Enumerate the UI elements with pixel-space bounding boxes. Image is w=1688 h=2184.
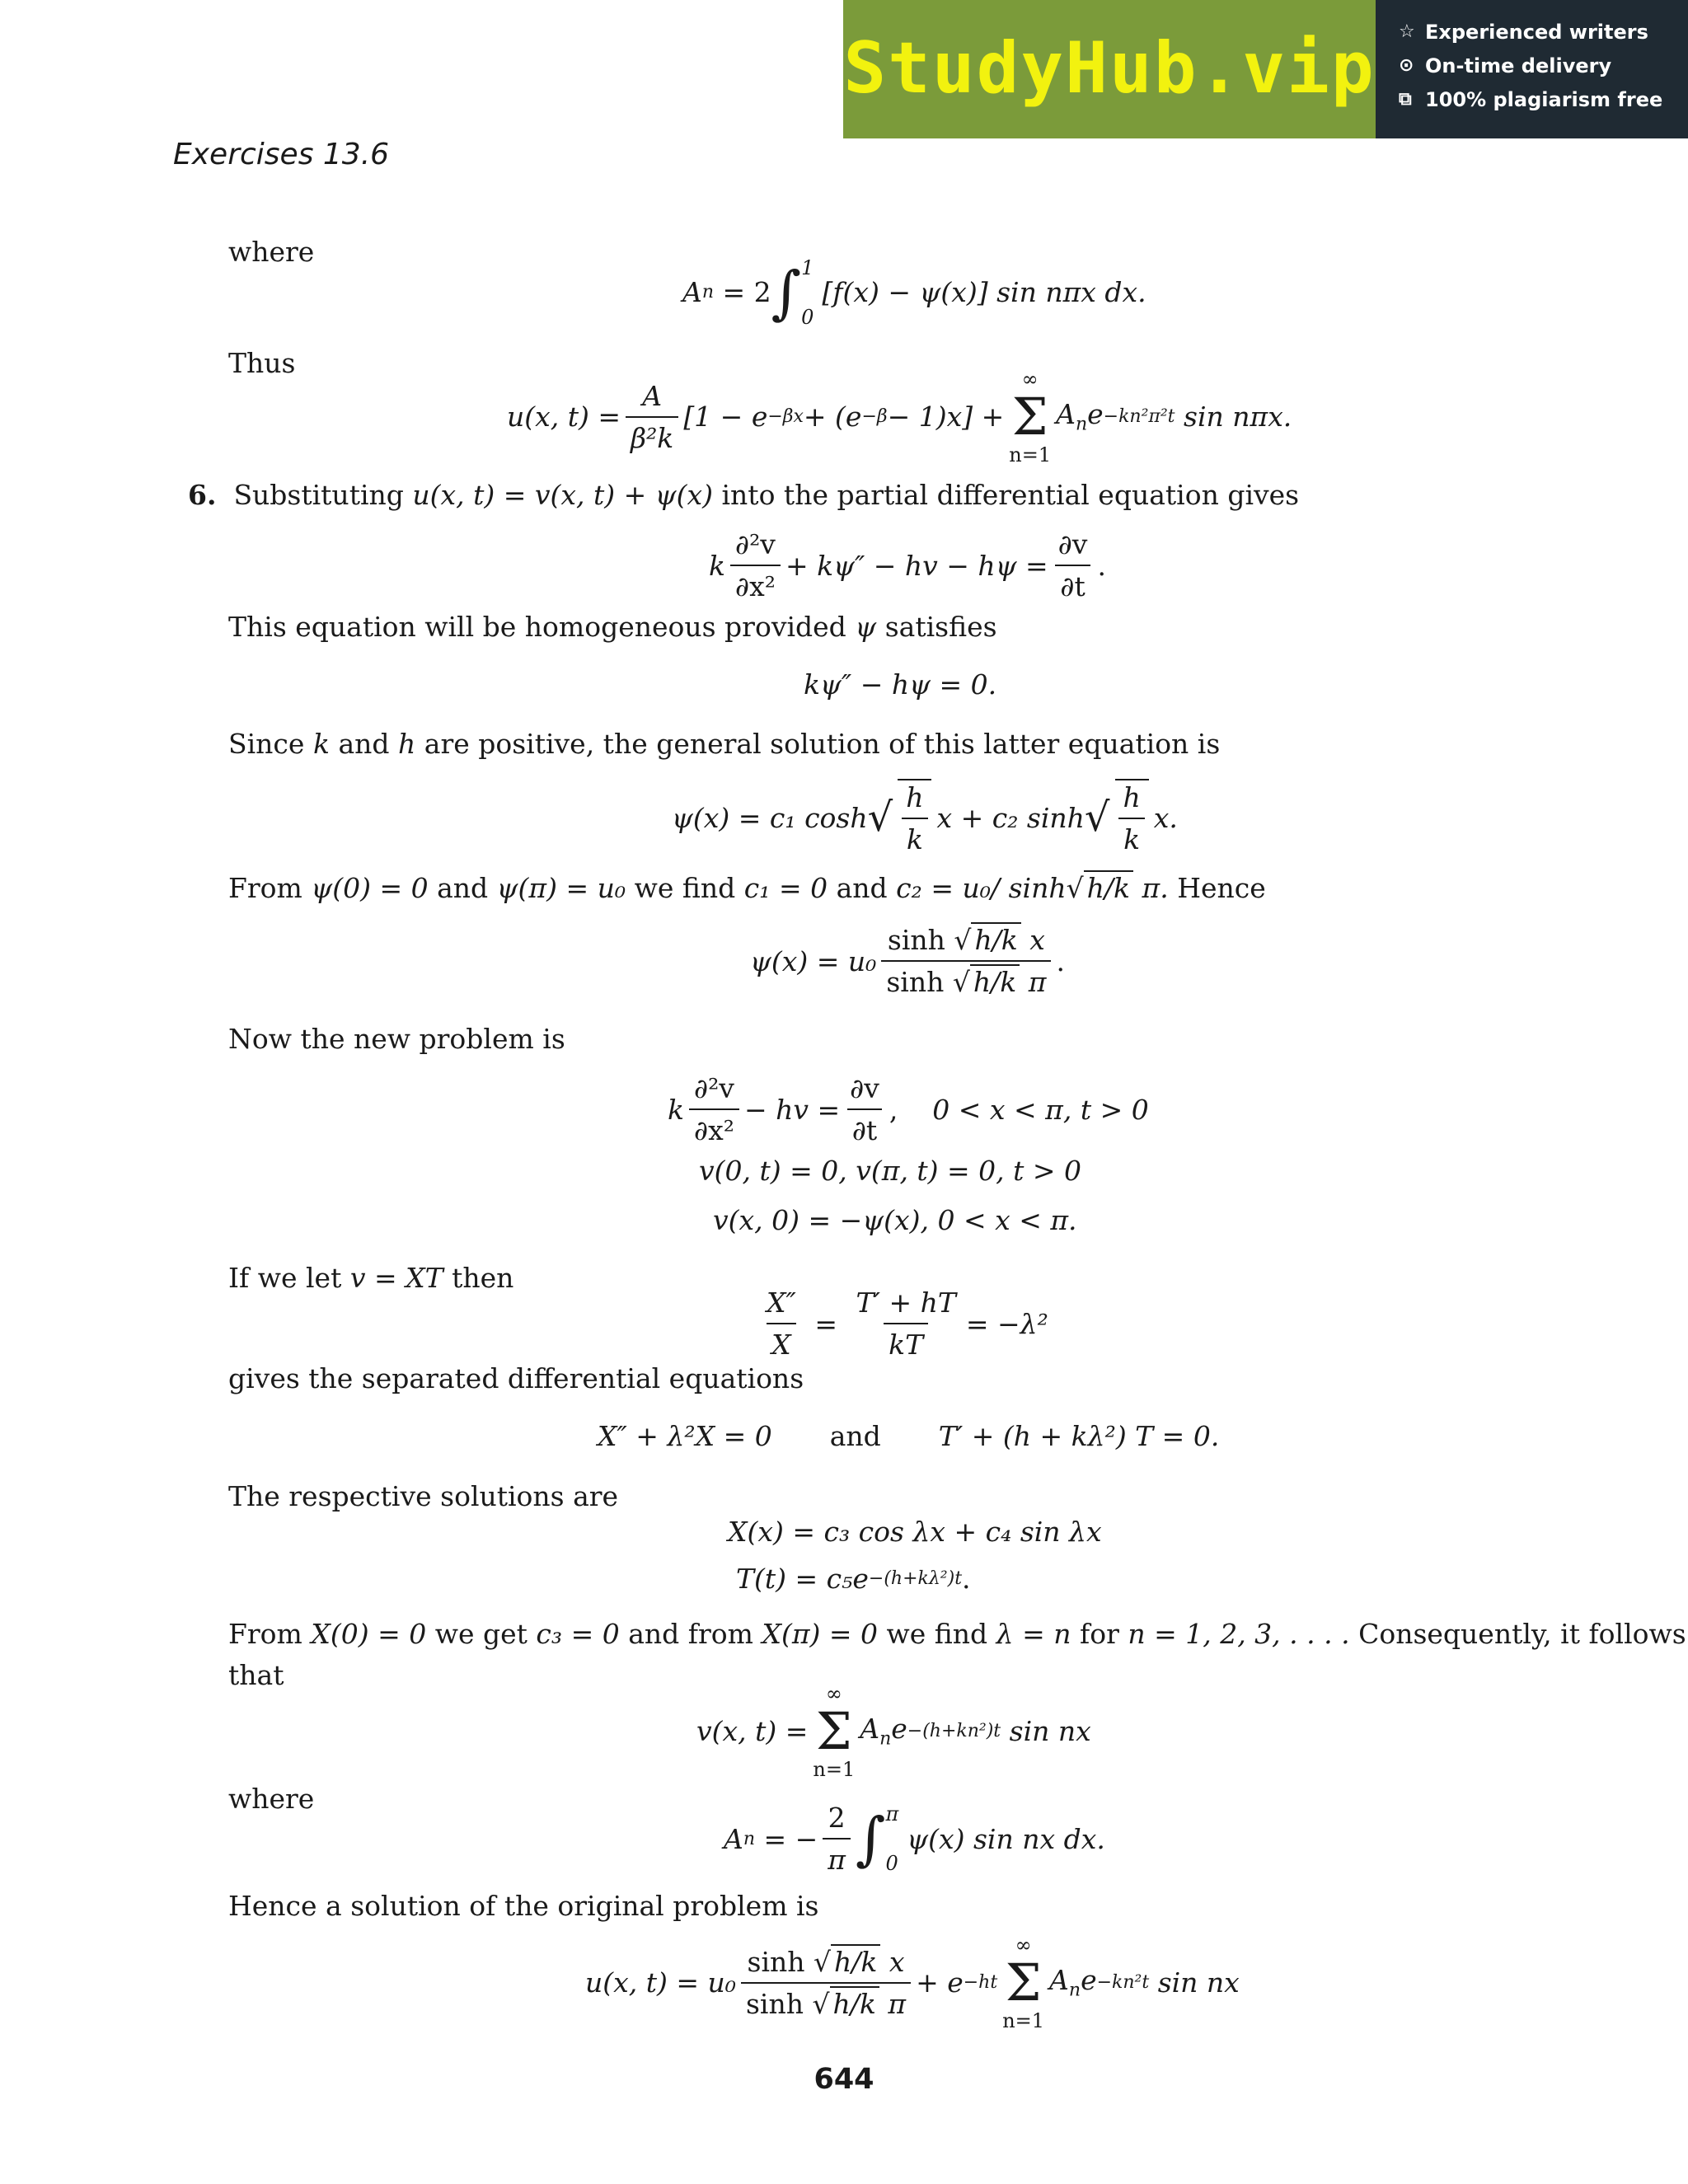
limit-upper: 1 [801, 256, 814, 279]
text-if-let [228, 1261, 513, 1295]
feature-label: Experienced writers [1425, 21, 1648, 44]
text-span: This equation will be homogeneous provided [228, 611, 846, 643]
func-name: sinh [886, 966, 945, 999]
equation-u-1: u(x, t) = $\frac{A}{\text{β²k}}$ [1 − e −βx + (e −β − 1)x] + ∞ Σ n=1 $A_ne$ −kn²π²t sin nπx. [507, 368, 1292, 466]
math-inline: h/k [970, 964, 1020, 998]
math-inline: h [398, 728, 416, 760]
math-inline: n = 1, 2, 3, . . . . [1128, 1618, 1350, 1650]
fraction [626, 379, 678, 456]
equation-separated [598, 1419, 1219, 1453]
text-span: Substituting [233, 479, 404, 511]
text-gives-separated: gives the separated differential equations [228, 1362, 804, 1394]
exponent: −(h+kn²)t [907, 1721, 1001, 1742]
feature-item [1399, 20, 1688, 45]
denominator: X [767, 1323, 796, 1361]
math-inline: c₃ = 0 [536, 1618, 620, 1650]
sqrt-fraction [898, 779, 931, 857]
fraction [762, 1286, 801, 1362]
math-symbol: k [668, 1093, 684, 1126]
equation-separation: $\frac{X''}{X}$ = $\frac{T' + hT}{kT}$ = −λ² [757, 1286, 1048, 1362]
sum-lower: n=1 [1009, 443, 1052, 466]
text-thus: Thus [228, 347, 296, 379]
numerator: h [1123, 781, 1141, 813]
text-span: for [1079, 1618, 1119, 1650]
limit-lower: 0 [801, 306, 814, 329]
math-expression: + e [916, 1966, 964, 1999]
math-inline: c₁ = 0 [743, 872, 828, 904]
math-inline: X(π) = 0 [762, 1618, 879, 1650]
math-expression: [f(x) − ψ(x)] sin nπx dx. [822, 276, 1146, 309]
denominator: ∂t [1055, 565, 1090, 603]
fraction [823, 1801, 851, 1877]
text-span: and [338, 728, 390, 760]
denominator: β²k [626, 416, 678, 455]
problem-number: 6. [188, 479, 217, 511]
summation: ∞ Σ n=1 [1002, 1933, 1045, 2032]
math-expression: u(x, t) = u₀ [585, 1966, 736, 1999]
math-inline: λ = n [996, 1618, 1071, 1650]
sum-upper: ∞ [1021, 368, 1039, 391]
copy-icon: ⧉ [1399, 89, 1412, 110]
equation-solution-x: X(x) = c₃ cos λx + c₄ sin λx [728, 1516, 1102, 1548]
feature-item [1399, 87, 1688, 112]
clock-icon: ⊙ [1399, 55, 1414, 77]
math-expression: u(x, t) = [507, 401, 621, 434]
denominator: ∂x² [689, 1108, 739, 1147]
numerator: T′ + hT [856, 1286, 956, 1319]
numerator: ∂v [850, 1072, 879, 1104]
math-expression: x + c₂ sinh [936, 801, 1085, 834]
sqrt-fraction [1115, 779, 1149, 857]
sum-lower: n=1 [813, 1758, 856, 1781]
equation-an-1: A n = 2 ∫ 1 0 [f(x) − ψ(x)] sin nπx dx. [682, 256, 1146, 329]
math-inline: π. [1142, 872, 1169, 904]
limit-lower: 0 [885, 1852, 898, 1876]
sum-lower: n=1 [1002, 2009, 1045, 2032]
func-name: sinh [745, 1988, 804, 2020]
equation-bc: v(0, t) = 0, v(π, t) = 0, t > 0 [699, 1155, 1082, 1187]
limit-upper: π [885, 1802, 899, 1826]
denominator: k [902, 818, 928, 856]
math-expression: + (e [803, 401, 862, 434]
numerator: A [642, 379, 663, 412]
text-new-problem: Now the new problem is [228, 1023, 565, 1055]
math-inline: X(0) = 0 [311, 1618, 427, 1650]
fraction: $\frac{\text{sinh √ h/k x}}{\text{sinh √ h/k π}}$ [881, 923, 1051, 1000]
page-number: 644 [814, 2063, 874, 2096]
math-expression: x. [1153, 801, 1178, 834]
math-expression: + kψ″ − hv − hψ = [785, 549, 1048, 582]
exponent: −βx [767, 406, 804, 428]
text-span: then [452, 1262, 514, 1294]
text-span: and [836, 872, 888, 904]
text-span: Consequently, it follows [1358, 1618, 1686, 1650]
math-expression: − 1)x] + [887, 401, 1005, 434]
denominator: ∂x² [730, 565, 781, 603]
feature-label: 100% plagiarism free [1425, 88, 1663, 111]
numerator: ∂²v [694, 1072, 734, 1104]
equation-general-solution: ψ(x) = c₁ cosh √ $\frac{h}{k}$ x + c₂ sinh √ $\frac{h}{k}$ x. [672, 779, 1178, 857]
brand-logo: StudyHub.vip [843, 27, 1376, 110]
text-from-eigen [228, 1617, 1686, 1651]
fraction [1053, 527, 1093, 604]
math-expression: T′ + (h + kλ²) T = 0. [938, 1420, 1220, 1452]
exponent: −kn²π²t [1103, 406, 1175, 428]
exponent: −(h+kλ²)t [868, 1568, 963, 1589]
problem-6-intro [188, 478, 1299, 512]
text-since [228, 727, 1220, 761]
equation-u-final: u(x, t) = u₀ $\frac{\text{sinh √ h/k x}}{\text{sinh √ h/k π}}$ + e −ht ∞ Σ n=1 $A_ne$ −kn²t sin nx [585, 1933, 1240, 2032]
math-inline: c₂ = u₀/ sinh [896, 872, 1067, 904]
math-expression: − hv = [743, 1093, 841, 1126]
math-expression: T(t) = c₅e [736, 1563, 869, 1595]
math-inline: h/k [1084, 870, 1133, 904]
math-inline: h/k [971, 922, 1020, 956]
exponent: −ht [963, 1972, 998, 1994]
equation-ode-psi: kψ″ − hψ = 0. [804, 668, 997, 701]
math-inline: ψ [855, 611, 877, 643]
equation-solution-t: T(t) = c₅e −(h+kλ²)t . [736, 1563, 971, 1595]
math-number: 2 [753, 276, 771, 309]
denominator: kT [884, 1323, 928, 1361]
numerator: X″ [767, 1286, 796, 1319]
math-inline: k [312, 728, 330, 760]
math-symbol: k [709, 549, 725, 582]
math-expression: [1 − e [683, 401, 768, 434]
text-span: we get [434, 1618, 528, 1650]
text-span: we find [886, 1618, 988, 1650]
text-span: and [829, 1420, 881, 1452]
denominator: k [1118, 818, 1145, 856]
sum-upper: ∞ [825, 1682, 842, 1705]
summation: ∞ Σ n=1 [813, 1682, 856, 1781]
math-inline: u(x, t) = v(x, t) + ψ(x) [412, 479, 713, 511]
exponent: −β [861, 406, 888, 428]
math-expression: ψ(x) = c₁ cosh [672, 801, 868, 834]
math-inline: ψ(π) = u₀ [496, 872, 626, 904]
numerator: 2 [828, 1802, 846, 1834]
equation-pde-2: k $\frac{\text{∂²v}}{\text{∂x²}}$ − hv = $\frac{\partial v}{\partial t}$ , 0 < x < π, t > 0 [668, 1072, 1149, 1147]
denominator: π [823, 1838, 851, 1877]
text-span: are positive, the general solution of this latter equation is [424, 728, 1221, 760]
feature-label: On-time delivery [1425, 54, 1612, 77]
advert-banner[interactable] [843, 0, 1688, 138]
numerator: ∂v [1057, 528, 1088, 560]
text-span: and from [628, 1618, 753, 1650]
math-symbol: π [888, 1988, 907, 2020]
math-inline: h/k [830, 1986, 879, 2020]
math-expression: = −λ² [965, 1307, 1048, 1340]
fraction [851, 1286, 960, 1362]
numerator: ∂²v [735, 528, 776, 560]
math-expression: ψ(x) = u₀ [750, 944, 877, 977]
denominator: ∂t [847, 1108, 882, 1147]
text-span: we find [634, 872, 736, 904]
fraction [845, 1071, 884, 1148]
math-symbol: A [724, 1822, 743, 1855]
text-span: If we let [228, 1262, 342, 1294]
feature-panel [1376, 0, 1688, 138]
math-expression: X″ + λ²X = 0 [598, 1420, 772, 1452]
math-inline: ψ(0) = 0 [311, 872, 429, 904]
exponent: −kn²t [1096, 1972, 1150, 1994]
equation-v-series: v(x, t) = ∞ Σ n=1 $A_ne$ −(h+kn²)t sin nx [696, 1682, 1091, 1781]
text-span: From [228, 1618, 302, 1650]
text-hence-solution: Hence a solution of the original problem is [228, 1890, 819, 1922]
func-name: sinh [887, 924, 945, 956]
math-inline: v = XT [349, 1262, 443, 1294]
func-name: sinh [747, 1945, 805, 1978]
equation-ic: v(x, 0) = −ψ(x), 0 < x < π. [713, 1204, 1077, 1236]
text-span: into the partial differential equation gives [721, 479, 1300, 511]
text-that: that [228, 1659, 284, 1691]
text-span: Hence [1177, 872, 1266, 904]
star-icon: ☆ [1399, 21, 1415, 43]
equation-pde-1: k $\frac{\text{∂²v}}{\text{∂x²}}$ + kψ″ − hv − hψ = $\frac{\partial v}{\partial t}$ . [709, 528, 1106, 603]
equation-psi-particular: ψ(x) = u₀ $\frac{\text{sinh √ h/k x}}{\text{sinh √ h/k π}}$ . [750, 924, 1065, 999]
feature-item [1399, 54, 1688, 78]
text-span: From [228, 872, 302, 904]
fraction: $\frac{\text{sinh √ h/k x}}{\text{sinh √ h/k π}}$ [741, 1945, 911, 2022]
fraction [730, 527, 781, 604]
integral-limits [801, 255, 814, 330]
math-expression: ψ(x) sin nx dx. [907, 1822, 1105, 1855]
math-expression: sin nπx. [1184, 401, 1292, 434]
text-where-2: where [228, 1783, 315, 1815]
section-title: Exercises 13.6 [173, 138, 390, 171]
text-respective: The respective solutions are [228, 1480, 619, 1512]
text-span: satisfies [884, 611, 997, 643]
math-inline: h/k [831, 1944, 880, 1978]
equation-an-2: A n = − $\frac{2}{\pi}$ ∫ π 0 ψ(x) sin nx dx. [724, 1802, 1105, 1877]
text-from-bc: From ψ(0) = 0 and ψ(π) = u₀ we find c₁ = 0 and c₂ = u₀/ sinh√ h/k π. Hence [228, 872, 1266, 904]
fraction [689, 1071, 739, 1148]
math-symbol: π [1028, 966, 1047, 999]
math-expression: sin nx [1009, 1715, 1091, 1748]
integral-sign: ∫ [856, 1805, 886, 1873]
integral-limits [885, 1802, 898, 1876]
integral-sign: ∫ [771, 259, 802, 326]
brand-panel[interactable] [843, 0, 1376, 138]
sum-upper: ∞ [1015, 1933, 1032, 1957]
math-expression: v(x, t) = [696, 1715, 809, 1748]
math-expression: sin nx [1157, 1966, 1240, 1999]
summation: ∞ Σ n=1 [1009, 368, 1052, 466]
numerator: h [906, 781, 924, 813]
text-homogeneous [228, 610, 997, 644]
math-expression: 0 < x < π, t > 0 [932, 1093, 1149, 1126]
text-span: Since [228, 728, 305, 760]
text-where: where [228, 236, 315, 268]
math-symbol: A [682, 276, 702, 309]
text-span: and [437, 872, 489, 904]
